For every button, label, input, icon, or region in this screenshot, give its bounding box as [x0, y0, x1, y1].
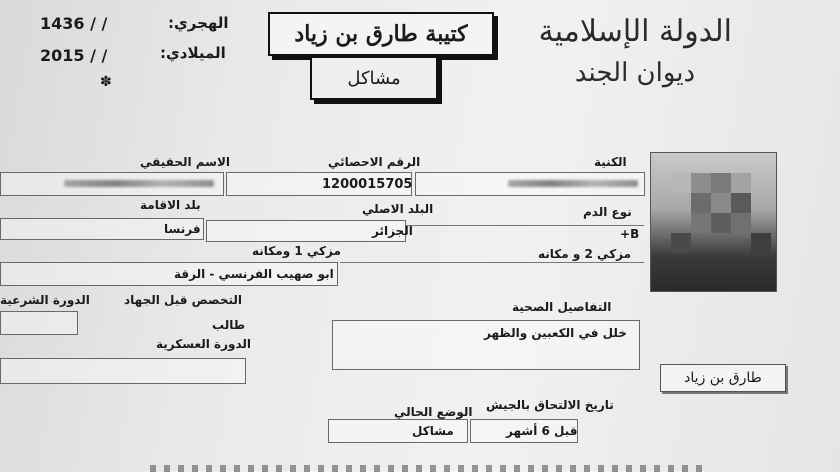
referrer1-label: مزكي 1 ومكانه: [252, 244, 341, 258]
referrer2-label: مزكي 2 و مكانه: [538, 247, 632, 261]
gregorian-date: 2015 / /: [40, 46, 108, 65]
hijri-date: 1436 / /: [40, 14, 108, 33]
battalion-name-box: طارق بن زياد: [660, 364, 786, 392]
kunya-label: الكنية: [594, 155, 627, 169]
referrer1-value: ابو صهيب الفرنسي - الرقة: [174, 267, 334, 281]
blood-type-value: B+: [620, 227, 640, 241]
health-label: التفاصيل الصحية: [512, 300, 612, 314]
kunya-redacted-value: [508, 180, 638, 187]
military-course-label: الدورة العسكرية: [156, 337, 252, 351]
stat-number-label: الرقم الاحصائي: [328, 155, 421, 169]
file-category: مشاكل: [310, 56, 438, 100]
stat-number-value: 1200015705: [322, 177, 413, 192]
real-name-redacted-value: [64, 180, 214, 187]
member-photo: [650, 152, 777, 292]
join-date-value: قبل 6 أشهر: [506, 424, 578, 438]
specialty-value: طالب: [212, 318, 246, 332]
residence-label: بلد الاقامة: [140, 198, 201, 212]
cutoff-footer-text: [150, 462, 710, 472]
military-course-field: [0, 358, 246, 384]
sharia-course-label: الدورة الشرعية: [0, 293, 90, 307]
specialty-label: التخصص قبل الجهاد: [124, 293, 243, 307]
stamp-mark-icon: ✽: [100, 74, 112, 90]
blood-type-label: نوع الدم: [583, 205, 632, 219]
origin-country-label: البلد الاصلي: [362, 202, 434, 216]
real-name-label: الاسم الحقيقي: [140, 155, 231, 169]
battalion-title: كتيبة طارق بن زياد: [268, 12, 494, 56]
hijri-label: الهجري:: [168, 14, 229, 32]
gregorian-label: الميلادي:: [160, 44, 226, 62]
state-seal-text: الدولة الإسلامية: [538, 14, 732, 49]
status-value: مشاكل: [412, 424, 454, 438]
sharia-course-field: [0, 311, 78, 335]
join-date-label: تاريخ الالتحاق بالجيش: [486, 398, 614, 412]
origin-country-value: الجزائر: [372, 224, 413, 238]
health-value: خلل في الكعبين والظهر: [484, 326, 627, 340]
soldiers-office-text: ديوان الجند: [574, 58, 696, 88]
residence-value: فرنسا: [164, 222, 201, 236]
status-label: الوضع الحالي: [394, 405, 473, 419]
